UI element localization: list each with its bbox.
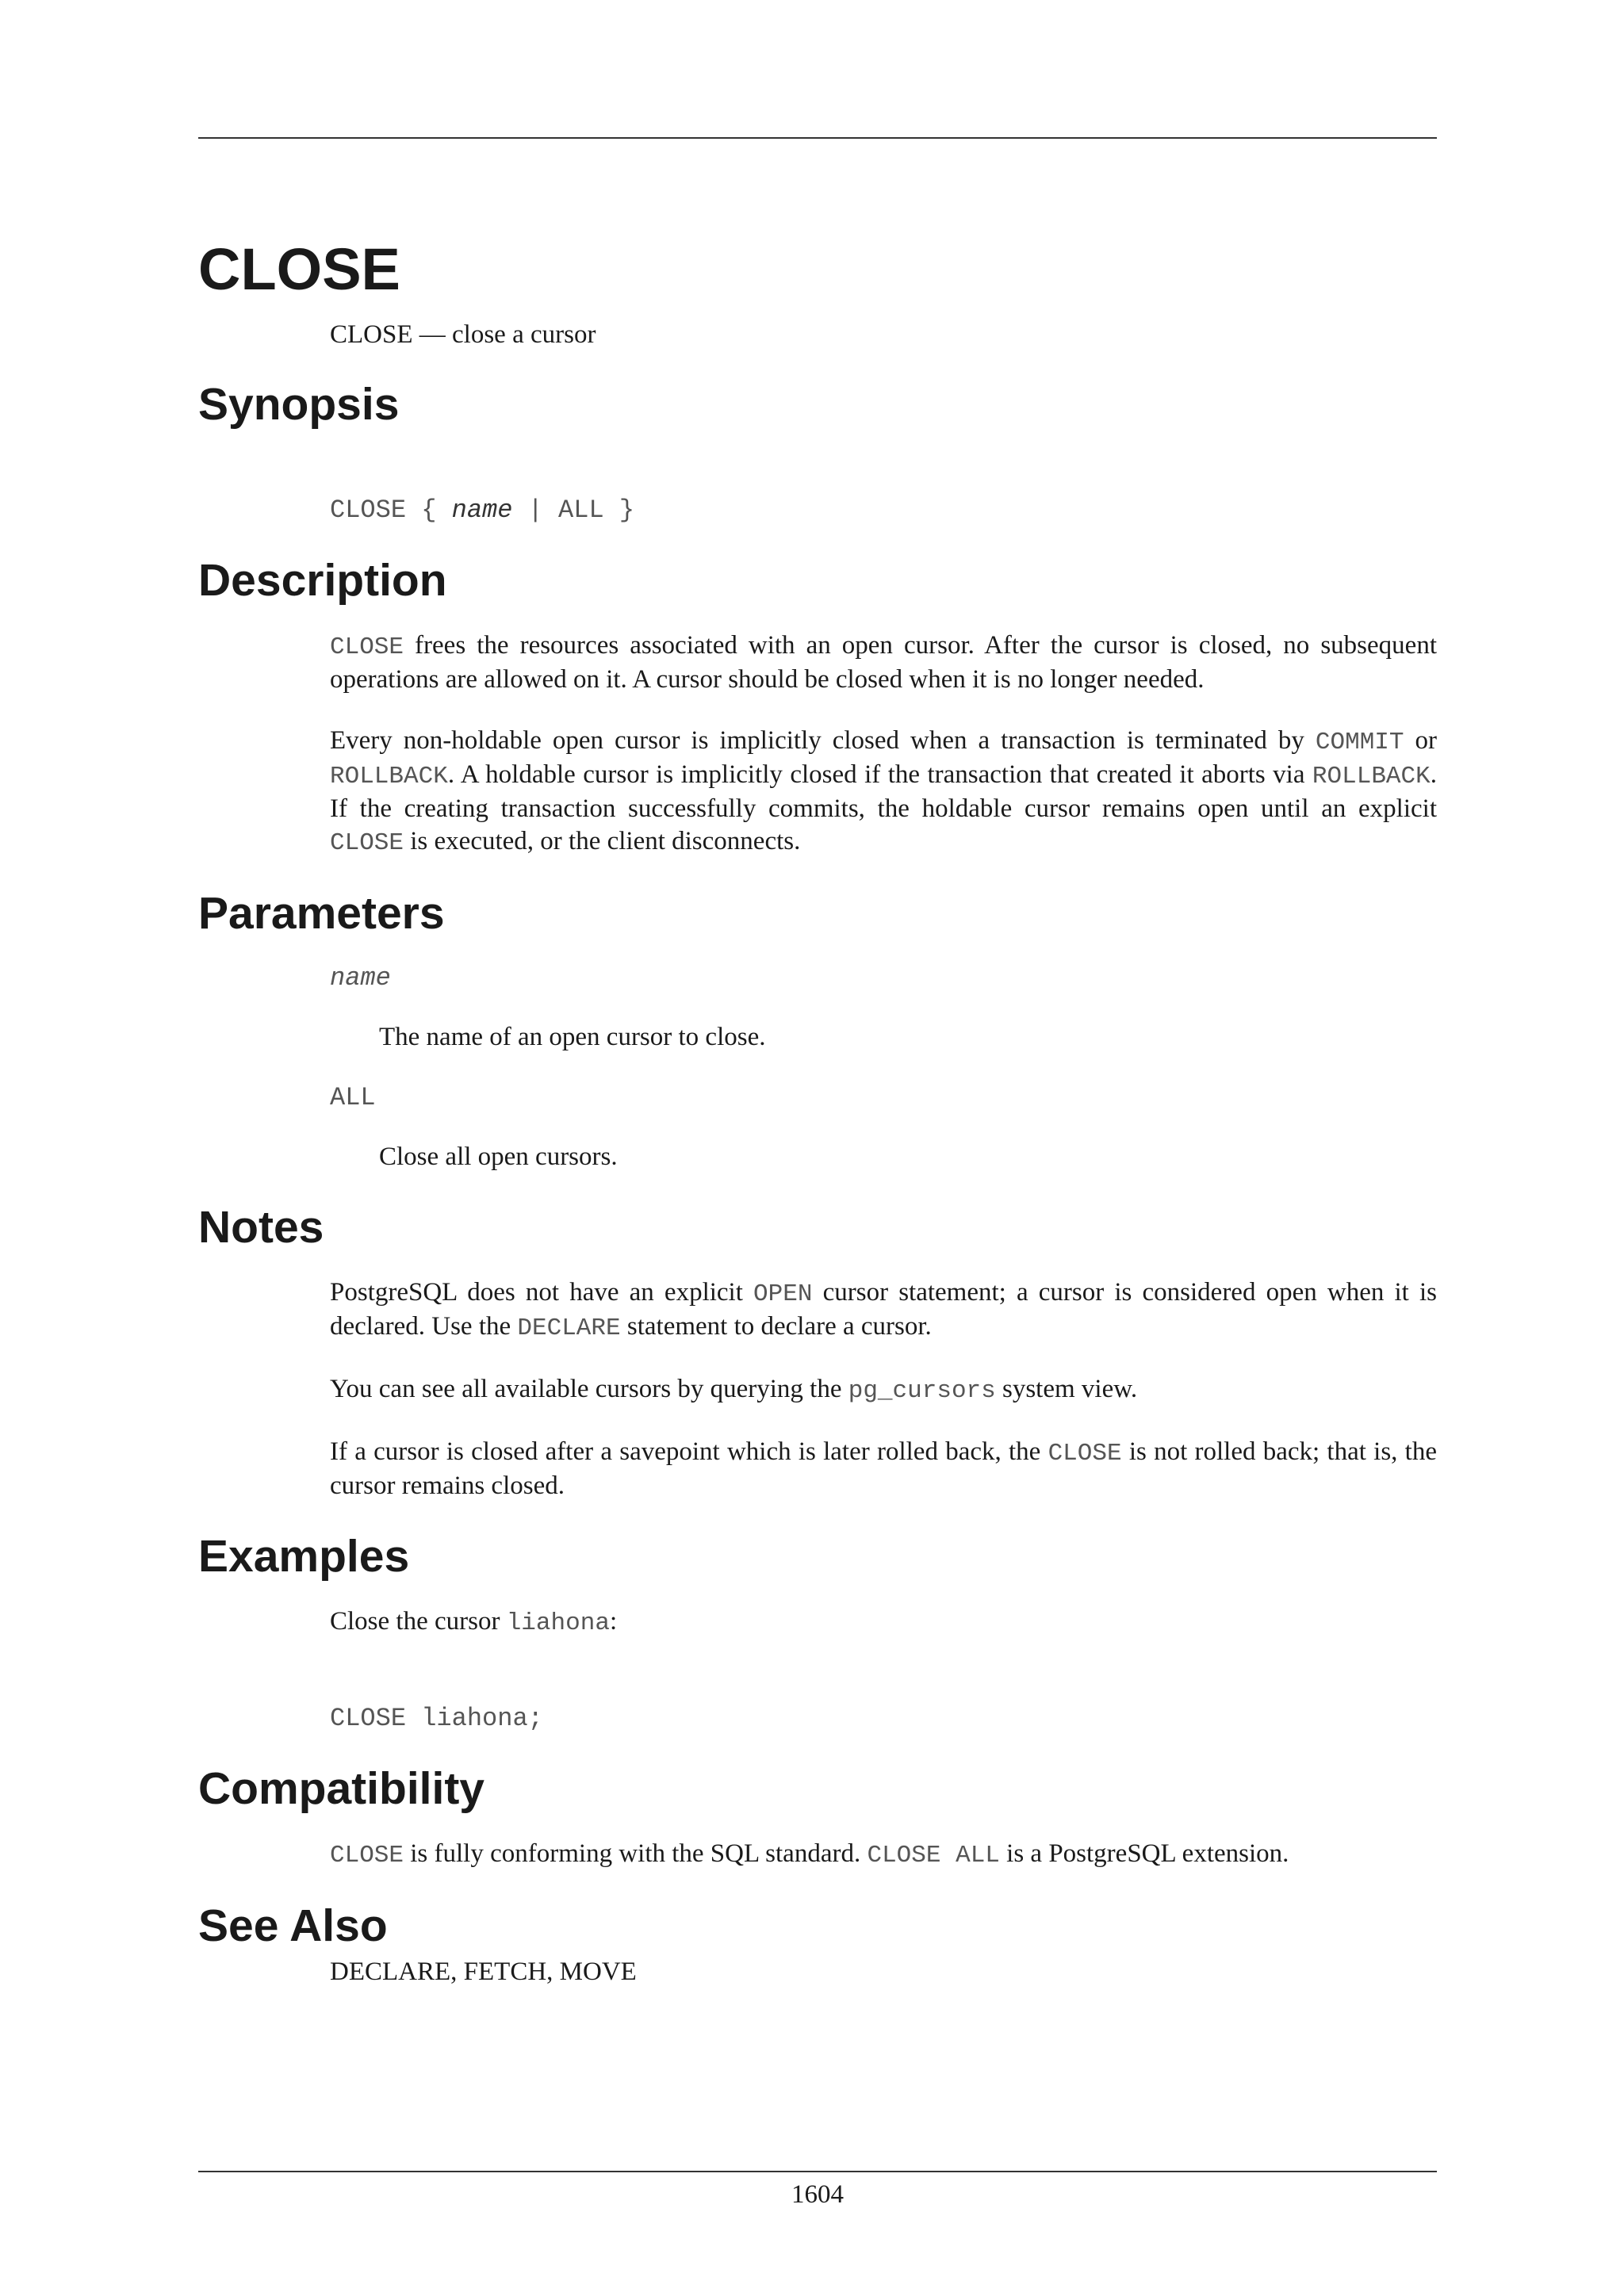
example-code: CLOSE liahona; — [330, 1704, 543, 1733]
notes-paragraph-1 — [330, 1276, 1437, 1345]
text: is fully conforming with the SQL standard. — [404, 1839, 868, 1868]
synopsis-heading: Synopsis — [198, 379, 400, 430]
inline-code: liahona — [506, 1609, 610, 1637]
synopsis-code-param: name — [451, 496, 513, 525]
page-title: CLOSE — [198, 236, 400, 302]
param-desc-name: The name of an open cursor to close. — [379, 1023, 766, 1051]
inline-code: OPEN — [753, 1280, 813, 1308]
inline-code: ROLLBACK — [330, 763, 448, 790]
text: statement to declare a cursor. — [620, 1312, 932, 1341]
examples-body — [330, 1605, 1437, 1735]
notes-paragraph-3 — [330, 1436, 1437, 1502]
param-term-all: ALL — [330, 1083, 376, 1112]
parameters-list — [330, 962, 1437, 1173]
text: PostgreSQL does not have an explicit — [330, 1278, 754, 1307]
notes-paragraph-2 — [330, 1373, 1437, 1407]
synopsis-code — [330, 495, 1437, 526]
inline-code: ROLLBACK — [1312, 763, 1431, 790]
inline-code: CLOSE — [330, 1842, 404, 1869]
footer-rule — [198, 2171, 1437, 2172]
see-also-links: DECLARE, FETCH, MOVE — [330, 1957, 637, 1986]
text: or — [1404, 726, 1437, 755]
description-paragraph-1 — [330, 629, 1437, 696]
inline-code: CLOSE — [330, 633, 404, 661]
description-heading: Description — [198, 555, 447, 606]
reference-page — [198, 238, 1437, 1988]
text: is not rolled back; that is, the cursor remains closed. — [330, 1437, 1437, 1500]
compatibility-heading: Compatibility — [198, 1763, 485, 1814]
page-number: 1604 — [791, 2180, 844, 2209]
inline-code: CLOSE — [330, 829, 404, 857]
description-body — [330, 629, 1437, 859]
see-also-heading: See Also — [198, 1900, 388, 1951]
text: . A holdable cursor is implicitly closed if the transaction that created it aborts via — [447, 760, 1312, 789]
text: is a PostgreSQL extension. — [999, 1839, 1289, 1868]
inline-code: COMMIT — [1315, 729, 1404, 756]
text: cursor statement; a cursor is considered open when it is declared. Use the — [330, 1278, 1437, 1341]
header-rule — [198, 137, 1437, 139]
text: Every non-holdable open cursor is implicitly closed when a transaction is terminated by — [330, 726, 1316, 755]
description-paragraph-2 — [330, 725, 1437, 859]
examples-paragraph — [330, 1605, 1437, 1640]
refpurpose: CLOSE — close a cursor — [330, 320, 596, 349]
notes-heading: Notes — [198, 1202, 324, 1253]
text: If a cursor is closed after a savepoint which is later rolled back, the — [330, 1437, 1048, 1466]
text: frees the resources associated with an open cursor. After the cursor is closed, no subsequent operations are allowed on it. A cursor should be closed when it is no longer needed. — [330, 631, 1437, 694]
text: : — [609, 1607, 618, 1636]
text: system view. — [995, 1375, 1138, 1403]
text: is executed, or the client disconnects. — [404, 827, 801, 855]
param-desc-all: Close all open cursors. — [379, 1142, 618, 1171]
notes-body — [330, 1276, 1437, 1502]
compatibility-paragraph — [330, 1838, 1437, 1872]
compatibility-body — [330, 1838, 1437, 1872]
inline-code: CLOSE ALL — [867, 1842, 1000, 1869]
param-term-name: name — [330, 963, 391, 993]
synopsis-code-prefix: CLOSE { — [330, 496, 452, 525]
text: Close the cursor — [330, 1607, 507, 1636]
parameters-heading: Parameters — [198, 888, 445, 939]
inline-code: DECLARE — [517, 1314, 621, 1342]
examples-heading: Examples — [198, 1531, 410, 1582]
text: You can see all available cursors by querying the — [330, 1375, 848, 1403]
text: . If the creating transaction successfully commits, the holdable cursor remains open until an explicit — [330, 760, 1437, 823]
inline-code: pg_cursors — [848, 1377, 996, 1405]
inline-code: CLOSE — [1048, 1440, 1122, 1468]
synopsis-code-suffix: | ALL } — [512, 496, 635, 525]
